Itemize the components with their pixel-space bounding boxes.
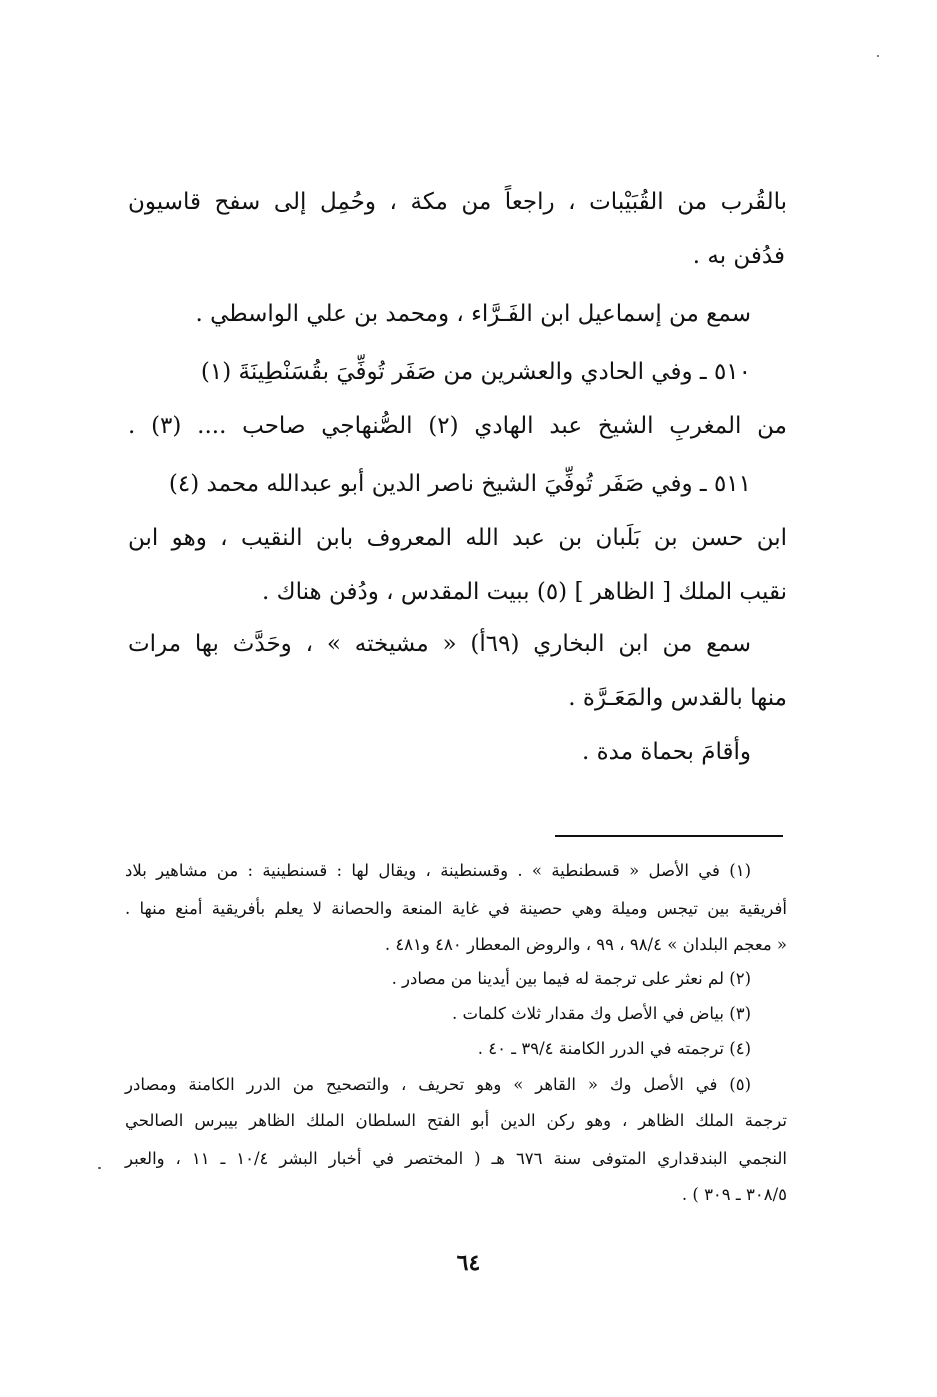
scan-speck bbox=[98, 1167, 101, 1169]
footnote-line-2: أفريقية بين تيجس وميلة وهي حصينة في غاية المنعة والحصانة لا يعلم بأفريقية أمنع منها . bbox=[125, 899, 787, 918]
body-line-1: بالقُرب من القُبَيْبات ، راجعاً من مكة ، وحُمِل إلى سفح قاسيون bbox=[128, 189, 787, 215]
body-line-8: نقيب الملك [ الظاهر ] (٥) ببيت المقدس ، ودُفن هناك . bbox=[262, 579, 787, 605]
body-line-11: وأقامَ بحماة مدة . bbox=[581, 739, 751, 765]
scan-speck bbox=[877, 55, 879, 57]
body-line-7: ابن حسن بن بَلَبان بن عبد الله المعروف بابن النقيب ، وهو ابن bbox=[128, 525, 787, 551]
footnote-line-5: (٣) بياض في الأصل وك مقدار ثلاث كلمات . bbox=[452, 1004, 751, 1023]
page-number: ٦٤ bbox=[456, 1250, 481, 1276]
footnote-line-9: النجمي البندقداري المتوفى سنة ٦٧٦ هـ ( المختصر في أخبار البشر ١٠/٤ ـ ١١ ، والعبر bbox=[125, 1149, 787, 1168]
body-line-4: ٥١٠ ـ وفي الحادي والعشرين من صَفَر تُوفِّيَ بقُسَنْطِينَةَ (١) bbox=[200, 359, 751, 385]
body-line-3: سمع من إسماعيل ابن الفَـرَّاء ، ومحمد بن علي الواسطي . bbox=[195, 301, 751, 327]
footnote-line-6: (٤) ترجمته في الدرر الكامنة ٣٩/٤ ـ ٤٠ . bbox=[477, 1039, 751, 1058]
body-line-9: سمع من ابن البخاري (٦٩أ) « مشيخته » ، وحَدَّث بها مرات bbox=[128, 631, 751, 657]
body-line-5: من المغربِ الشيخ عبد الهادي (٢) الصُّنهاجي صاحب .... (٣) . bbox=[128, 413, 787, 439]
footnote-separator bbox=[555, 835, 783, 837]
footnote-line-8: ترجمة الملك الظاهر ، وهو ركن الدين أبو الفتح السلطان الملك الظاهر بيبرس الصالحي bbox=[125, 1111, 787, 1130]
footnote-line-7: (٥) في الأصل وك « القاهر » وهو تحريف ، والتصحيح من الدرر الكامنة ومصادر bbox=[125, 1075, 751, 1094]
body-line-6: ٥١١ ـ وفي صَفَر تُوفِّيَ الشيخ ناصر الدين أبو عبدالله محمد (٤) bbox=[168, 471, 751, 497]
footnote-line-10: ٣٠٨/٥ ـ ٣٠٩ ) . bbox=[681, 1185, 787, 1204]
footnote-line-4: (٢) لم نعثر على ترجمة له فيما بين أيدينا من مصادر . bbox=[391, 969, 751, 988]
footnote-line-1: (١) في الأصل « قسطنطية » . وقسنطينة ، ويقال لها : قسنطينية : من مشاهير بلاد bbox=[125, 861, 751, 880]
body-line-2: فدُفن به . bbox=[692, 243, 785, 269]
footnote-line-3: « معجم البلدان » ٩٨/٤ ، ٩٩ ، والروض المعطار ٤٨٠ و٤٨١ . bbox=[384, 935, 787, 954]
body-line-10: منها بالقدس والمَعَـرَّة . bbox=[568, 685, 787, 711]
